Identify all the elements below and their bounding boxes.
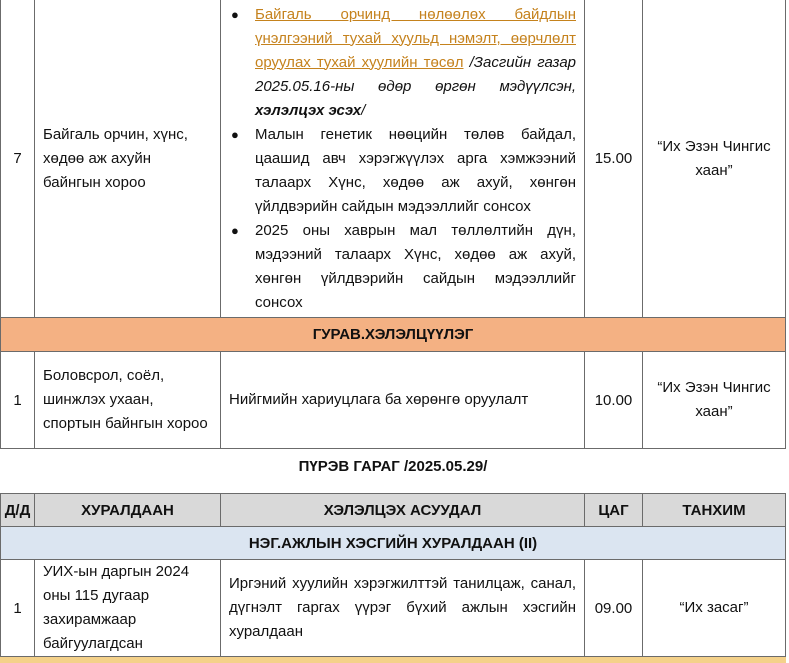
committee-name: УИХ-ын даргын 2024 оны 115 дугаар захирамжаар байгуулагдсан [35,560,221,657]
committee-name: Байгаль орчин, хүнс, хөдөө аж ахуйн байнгын хороо [35,0,221,318]
next-section-strip [0,657,786,663]
bullet-icon: ● [231,222,239,238]
column-header-time: ЦАГ [585,494,643,527]
agenda-item-text: Малын генетик нөөцийн төлөв байдал, цаашид авч хэрэгжүүлэх арга хэмжээний талаарх Хүнс, хөдөө аж ахуй, хөнгөн үйлдвэрийн сайдын мэдээллийг сонсох [255,125,576,215]
column-header-meeting: ХУРАЛДААН [35,494,221,527]
agenda-list [229,3,576,315]
row-number: 1 [1,560,35,657]
list-item [229,3,576,123]
agenda-topic [221,0,585,318]
meeting-time: 10.00 [585,352,643,449]
list-item [229,123,576,219]
submission-note: /Засгийн газар 2025.05.16-ны өдөр өргөн мэдүүлсэн, [255,53,577,95]
committee-name: Боловсрол, соёл, шинжлэх ухаан, спортын байнгын хороо [35,352,221,449]
bullet-icon: ● [231,126,239,142]
section-row [1,318,786,352]
table-row [1,560,786,657]
header-row [1,494,786,527]
agenda-topic: Нийгмийн хариуцлага ба хөрөнгө оруулалт [221,352,585,449]
meeting-room: “Их Эзэн Чингис хаан” [643,0,786,318]
agenda-item-text: 2025 оны хаврын мал төллөлтийн дүн, мэдээний талаарх Хүнс, хөдөө аж ахуй, хөнгөн үйлдвэрийн сайдын мэдээллийг сонсох [255,221,576,311]
note-close: / [361,101,366,119]
column-header-number: Д/Д [1,494,35,527]
agenda-topic: Иргэний хуулийн хэрэгжилттэй танилцаж, санал, дүгнэлт гаргах үүрэг бүхий ажлын хэсгийн хуралдаан [221,560,585,657]
section-row [1,527,786,560]
row-number: 7 [1,0,35,318]
bullet-icon: ● [231,6,239,22]
column-header-room: ТАНХИМ [643,494,786,527]
day-title: ПҮРЭВ ГАРАГ /2025.05.29/ [298,458,488,475]
table-row [1,352,786,449]
section-title: ГУРАВ.ХЭЛЭЛЦҮҮЛЭГ [1,318,786,352]
section-title: НЭГ.АЖЛЫН ХЭСГИЙН ХУРАЛДААН (II) [1,527,786,560]
column-header-topic: ХЭЛЭЛЦЭХ АСУУДАЛ [221,494,585,527]
table-row [1,0,786,318]
meeting-room: “Их засаг” [643,560,786,657]
list-item [229,219,576,315]
meeting-time: 09.00 [585,560,643,657]
bill-link[interactable]: Байгаль орчинд нөлөөлөх байдлын үнэлгээний тухай хуульд нэмэлт, өөрчлөлт оруулах тухай хуулийн төсөл [255,5,576,71]
discussion-status: хэлэлцэх эсэх [255,101,362,119]
meeting-time: 15.00 [585,0,643,318]
meeting-room: “Их Эзэн Чингис хаан” [643,352,786,449]
row-number: 1 [1,352,35,449]
schedule-table-thursday [0,493,786,657]
